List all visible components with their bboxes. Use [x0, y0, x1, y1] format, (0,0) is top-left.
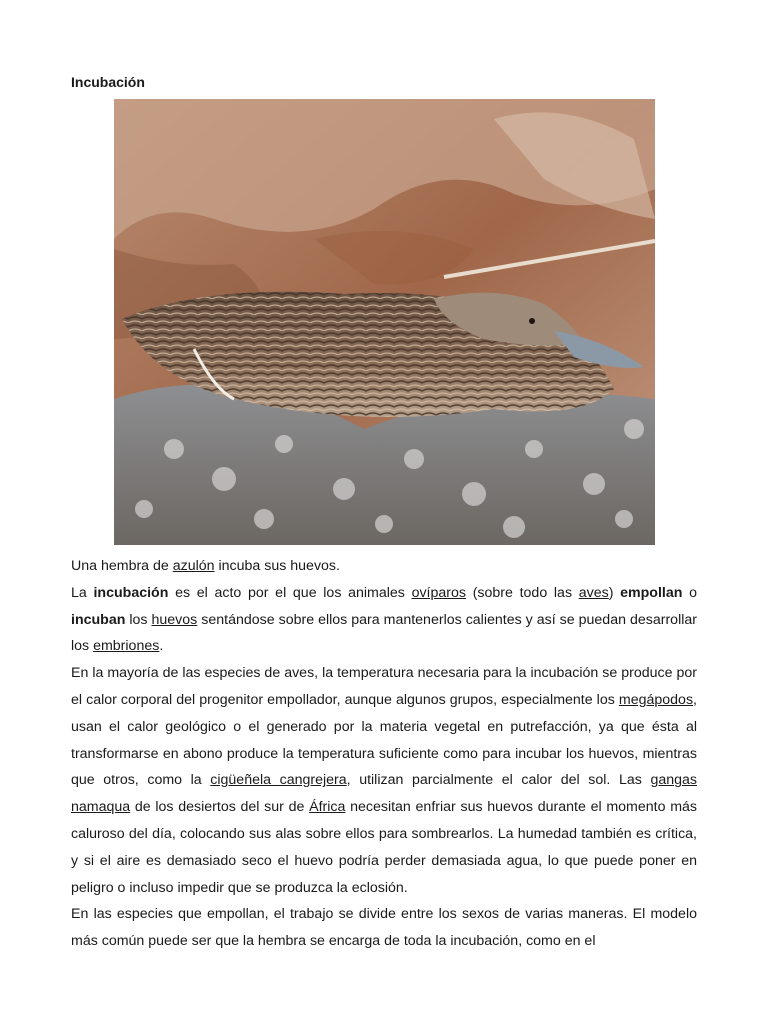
- link-azulon[interactable]: azulón: [172, 558, 215, 574]
- link-ciguenuela-cangrejera[interactable]: cigüeñela cangrejera: [210, 772, 347, 789]
- text-run: La: [71, 584, 94, 601]
- text-run: los: [125, 611, 152, 628]
- link-aves[interactable]: aves: [578, 584, 609, 601]
- text-run: o: [682, 584, 697, 601]
- link-huevos[interactable]: huevos: [151, 611, 198, 628]
- text-run: sentándose sobre ellos para mantenerlos calientes y así se puedan desarrollar los: [71, 611, 697, 655]
- term-incuban: incuban: [71, 611, 126, 628]
- link-megapodos[interactable]: megápodos: [618, 691, 694, 708]
- text-run: En la mayoría de las especies de aves, la temperatura necesaria para la incubación se produce por el calor corporal del progenitor empollador, aunque algunos grupos, especialmente los: [71, 665, 697, 708]
- text-run: En las especies que empollan, el trabajo se divide entre los sexos de varias maneras. El modelo más común puede ser que la hembra se encarga de toda la incubación, como en el: [71, 906, 697, 950]
- link-oviparos[interactable]: ovíparos: [411, 584, 466, 601]
- paragraph-2: [71, 660, 697, 901]
- link-embriones[interactable]: embriones: [93, 638, 160, 655]
- text-run: ): [608, 584, 621, 601]
- paragraph-3: [71, 901, 697, 955]
- text-run: .: [159, 638, 164, 655]
- duck-photo: [114, 99, 655, 545]
- link-gangas-namaqua[interactable]: gangas namaqua: [71, 772, 697, 816]
- caption-text: Una hembra de: [71, 558, 173, 574]
- text-run: , usan el calor geológico o el generado por la materia vegetal en putrefacción, ya que ésta al transformarse en abono produce la temperatura suficiente como para incubar los huevos, mientras que otros, como la: [71, 691, 697, 789]
- section-title: Incubación: [71, 74, 145, 90]
- image-caption: [71, 553, 697, 580]
- term-incubacion: incubación: [93, 584, 169, 601]
- text-run: (sobre todo las: [466, 584, 579, 601]
- caption-text: incuba sus huevos.: [214, 558, 340, 574]
- text-run: necesitan enfriar sus huevos durante el momento más caluroso del día, colocando sus alas sobre ellos para sombrearlos. La humedad también es crítica, y si el aire es demasiado seco el huevo podría perder demasiada agua, lo que puede poner en peligro o incluso impedir que se produzca la eclosión.: [71, 799, 697, 896]
- paragraph-1: [71, 580, 697, 660]
- article-body: [71, 553, 697, 955]
- term-empollan: empollan: [620, 584, 683, 601]
- text-run: de los desiertos del sur de: [130, 799, 310, 816]
- text-run: , utilizan parcialmente el calor del sol. Las: [346, 772, 651, 789]
- text-run: es el acto por el que los animales: [168, 584, 412, 601]
- link-africa[interactable]: África: [309, 799, 346, 816]
